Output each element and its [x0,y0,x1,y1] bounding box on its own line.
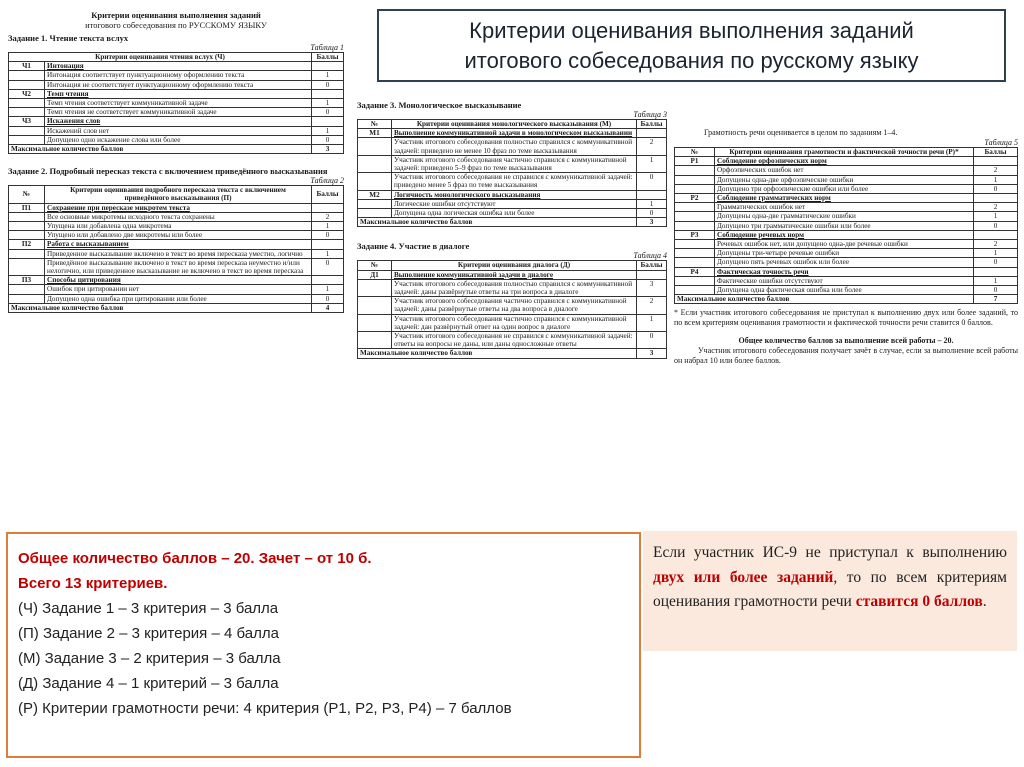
criterion-points: 0 [637,332,667,349]
criterion-code [9,135,45,144]
criterion-points: 1 [312,99,344,108]
task3-col-points: Баллы [637,120,667,129]
criterion-points: 2 [974,166,1018,175]
criterion-row [675,258,1018,267]
criterion-points: 0 [312,231,344,240]
criterion-points [312,117,344,126]
task1-title: Задание 1. Чтение текста вслух [8,33,129,43]
criterion-text: Допущены одна-две грамматические ошибки [715,212,974,221]
criterion-text: Упущена или добавлена одна микротема [45,222,312,231]
criterion-text: Участник итогового собеседования полностью справился с коммуникативной задачей: даны развёрнутые ответы на три вопроса в диалоге [392,279,637,296]
task4-col-points: Баллы [637,261,667,270]
criterion-row [9,80,344,89]
criterion-row [675,175,1018,184]
criterion-code [675,175,715,184]
criterion-row [675,249,1018,258]
criterion-code [9,294,45,303]
task2-col-num: № [9,186,45,203]
criterion-points: 2 [637,297,667,314]
criterion-code: М1 [358,129,392,138]
criterion-code [675,221,715,230]
criterion-text: Выполнение коммуникативной задачи в монологическом высказывании [392,129,637,138]
criterion-code [675,212,715,221]
criterion-text: Допущено три грамматические ошибки или более [715,221,974,230]
criterion-row [9,135,344,144]
criterion-points: 0 [974,258,1018,267]
criterion-points: 1 [637,199,667,208]
criterion-text: Все основные микротемы исходного текста сохранены [45,212,312,221]
criterion-points: 0 [312,80,344,89]
task1-col-criteria: Критерии оценивания чтения вслух (Ч) [9,53,312,62]
criterion-row [675,184,1018,193]
criterion-text: Участник итогового собеседования не справился с коммуникативной задачей: приведено менее 5 фраз по теме высказывания [392,173,637,190]
criterion-points [312,276,344,285]
literacy-col-points: Баллы [974,148,1018,157]
criterion-points: 1 [312,126,344,135]
criterion-points [312,89,344,98]
task3-table [357,119,667,227]
criterion-points [312,240,344,249]
criterion-row [9,99,344,108]
criterion-group-row [9,203,344,212]
criterion-points: 0 [974,184,1018,193]
criterion-code [358,155,392,172]
criterion-group-row [9,62,344,71]
criterion-points [637,190,667,199]
criterion-text: Допущено пять речевых ошибок или более [715,258,974,267]
criterion-text: Соблюдение орфоэпических норм [715,157,974,166]
criterion-row [9,258,344,275]
task4-rows [358,270,667,349]
criterion-code: Ч1 [9,62,45,71]
criterion-code [675,258,715,267]
criterion-text: Интонация не соответствует пунктуационному оформлению текста [45,80,312,89]
criterion-points [974,230,1018,239]
criterion-text: Орфоэпических ошибок нет [715,166,974,175]
task3-col-criteria: Критерии оценивания монологического высказывания (М) [392,120,637,129]
criterion-text: Участник итогового собеседования частично справился с коммуникативной задачей: дан развёрнутый ответ на один вопрос в диалоге [392,314,637,331]
criterion-points: 1 [974,276,1018,285]
task3-table-label: Таблица 3 [633,110,667,119]
criterion-row [675,240,1018,249]
criterion-points: 2 [637,138,667,155]
task1-table-label: Таблица 1 [310,43,344,52]
task3-total-value: 3 [637,218,667,227]
criterion-points [637,129,667,138]
task2-col-points: Баллы [312,186,344,203]
criterion-row [675,276,1018,285]
criterion-group-row [358,190,667,199]
criterion-code [358,314,392,331]
criterion-points: 1 [312,249,344,258]
criterion-text: Участник итогового собеседования частично справился с коммуникативной задачей: приведено 5–9 фраз по теме высказывания [392,155,637,172]
summary-task1: (Ч) Задание 1 – 3 критерия – 3 балла [18,600,279,617]
criterion-points: 1 [637,155,667,172]
criterion-code: М2 [358,190,392,199]
criterion-text: Искажения слов [45,117,312,126]
criterion-points [312,203,344,212]
criterion-text: Логические ошибки отсутствуют [392,199,637,208]
overall-score-text: Участник итогового собеседования получает зачёт в случае, если за выполнение всей работы он набрал 10 или более баллов. [674,346,1018,366]
task1-total-value: 3 [312,145,344,154]
criterion-code: Р3 [675,230,715,239]
note-box [643,531,1017,651]
criterion-row [358,297,667,314]
criterion-row [9,231,344,240]
task3-col-num: № [358,120,392,129]
note-highlight-tasks: двух или более заданий [653,568,834,586]
criterion-points: 0 [312,258,344,275]
literacy-col-criteria: Критерии оценивания грамотности и фактической точности речи (Р)* [715,148,974,157]
note-text-1: Если участник ИС-9 не приступал к выполнению [653,544,1007,561]
literacy-footnote: * Если участник итогового собеседования не приступал к выполнению двух или более заданий, то по всем критериям оценивания грамотности и фактической точности речи ставится 0 баллов. [674,308,1018,328]
task1-col-points: Баллы [312,53,344,62]
summary-literacy: (Р) Критерии грамотности речи: 4 критерия (Р1, Р2, Р3, Р4) – 7 баллов [18,700,512,717]
criterion-text: Допущены три-четыре речевые ошибки [715,249,974,258]
criterion-code [9,99,45,108]
criterion-text: Допущено одна ошибка при цитировании или более [45,294,312,303]
literacy-table [674,147,1018,304]
criterion-points [312,62,344,71]
criterion-group-row [675,194,1018,203]
criterion-code: Д1 [358,270,392,279]
criterion-points: 1 [312,71,344,80]
criterion-row [9,212,344,221]
criterion-code [9,126,45,135]
overall-score-title: Общее количество баллов за выполнение всей работы – 20. [738,336,954,346]
criterion-text: Приведенное высказывание включено в текст во время пересказа уместно, логично [45,249,312,258]
criterion-code: П2 [9,240,45,249]
task2-rows [9,203,344,303]
criterion-text: Логичность монологического высказывания [392,190,637,199]
criterion-text: Упущено или добавлено две микротемы или более [45,231,312,240]
criterion-row [9,108,344,117]
criterion-points: 2 [974,240,1018,249]
criterion-text: Соблюдение грамматических норм [715,194,974,203]
criterion-text: Темп чтения соответствует коммуникативной задаче [45,99,312,108]
task2-table-label: Таблица 2 [310,176,344,186]
doc-heading-line-1: Критерии оценивания выполнения заданий [91,10,261,20]
task4-total-value: 3 [637,349,667,358]
task4-col-num: № [358,261,392,270]
criterion-points: 0 [974,221,1018,230]
criterion-code [675,240,715,249]
criterion-text: Фактические ошибки отсутствуют [715,276,974,285]
criterion-code [358,279,392,296]
criterion-points: 1 [637,314,667,331]
criterion-points: 1 [312,222,344,231]
criterion-text: Интонация соответствует пунктуационному оформлению текста [45,71,312,80]
criterion-points [974,267,1018,276]
literacy-total-label: Максимальное количество баллов [675,295,974,304]
scan-tasks-1-2 [8,10,344,480]
task4-table [357,260,667,358]
slide-title [377,9,1006,82]
criterion-group-row [675,157,1018,166]
criterion-code: Р1 [675,157,715,166]
literacy-rows [675,157,1018,295]
criterion-code [9,222,45,231]
criterion-points: 1 [974,175,1018,184]
criterion-code: Ч3 [9,117,45,126]
criterion-group-row [9,276,344,285]
criterion-group-row [358,270,667,279]
criterion-text: Допущено три орфоэпические ошибки или более [715,184,974,193]
criterion-code [675,203,715,212]
criterion-points: 0 [637,209,667,218]
literacy-intro: Грамотность речи оценивается в целом по заданиям 1–4. [704,128,898,137]
criterion-points [974,157,1018,166]
criterion-points: 2 [974,203,1018,212]
criterion-code [358,209,392,218]
scan-tasks-3-4 [357,100,667,520]
criterion-points: 1 [974,249,1018,258]
criterion-text: Сохранение при пересказе микротем текста [45,203,312,212]
criterion-row [358,314,667,331]
task3-title: Задание 3. Монологическое высказывание [357,100,522,110]
criterion-code: Р2 [675,194,715,203]
criterion-text: Приведённое высказывание включено в текст во время пересказа неуместно и/или нелогично, или приведенное высказывание не включено в текст во время пересказа [45,258,312,275]
criterion-points: 0 [974,286,1018,295]
criterion-code [9,249,45,258]
criterion-group-row [9,240,344,249]
criterion-points: 1 [974,212,1018,221]
criterion-code [358,297,392,314]
criterion-text: Интонация [45,62,312,71]
criterion-row [9,285,344,294]
criterion-group-row [675,230,1018,239]
criterion-code [358,138,392,155]
task2-total-label: Максимальное количество баллов [9,303,312,312]
criterion-row [675,212,1018,221]
criterion-row [358,155,667,172]
criterion-code [9,285,45,294]
criterion-group-row [9,89,344,98]
task1-rows [9,62,344,145]
literacy-total-value: 7 [974,295,1018,304]
criterion-code [9,71,45,80]
summary-task3: (М) Задание 3 – 2 критерия – 3 балла [18,650,281,667]
criterion-points: 3 [637,279,667,296]
note-text-2: , то по всем критериям оценивания грамотности речи [653,568,1007,610]
criterion-group-row [9,117,344,126]
task1-total-label: Максимальное количество баллов [9,145,312,154]
criterion-code: Ч2 [9,89,45,98]
criterion-row [358,279,667,296]
task2-total-value: 4 [312,303,344,312]
criterion-code: Р4 [675,267,715,276]
criterion-points: 1 [312,285,344,294]
criterion-text: Ошибок при цитировании нет [45,285,312,294]
criterion-text: Допущена одна логическая ошибка или более [392,209,637,218]
criterion-code [675,249,715,258]
criterion-text: Допущено одно искажение слова или более [45,135,312,144]
task4-total-label: Максимальное количество баллов [358,349,637,358]
literacy-col-num: № [675,148,715,157]
criterion-code [358,199,392,208]
criterion-row [358,138,667,155]
summary-task2: (П) Задание 2 – 3 критерия – 4 балла [18,625,279,642]
literacy-table-label: Таблица 5 [984,138,1018,147]
criterion-points: 0 [312,108,344,117]
doc-heading-line-2: итогового собеседования по РУССКОМУ ЯЗЫКУ [85,20,267,30]
criterion-text: Фактическая точность речи [715,267,974,276]
criterion-row [358,173,667,190]
criterion-code: П1 [9,203,45,212]
criterion-points [637,270,667,279]
criterion-text: Грамматических ошибок нет [715,203,974,212]
criterion-code [675,166,715,175]
criterion-text: Участник итогового собеседования частично справился с коммуникативной задачей: даны развёрнутые ответы на два вопроса в диалоге [392,297,637,314]
criterion-text: Темп чтения не соответствует коммуникативной задаче [45,108,312,117]
criterion-code: П3 [9,276,45,285]
criterion-group-row [358,129,667,138]
task1-table [8,52,344,154]
criterion-text: Искажений слов нет [45,126,312,135]
criterion-code [358,173,392,190]
criterion-code [9,80,45,89]
criterion-row [9,126,344,135]
criterion-text: Работа с высказыванием [45,240,312,249]
criterion-code [9,108,45,117]
criterion-text: Речевых ошибок нет, или допущено одна-две речевые ошибки [715,240,974,249]
criterion-points: 0 [312,135,344,144]
criterion-row [9,249,344,258]
criterion-text: Допущены одна-две орфоэпические ошибки [715,175,974,184]
task4-col-criteria: Критерии оценивания диалога (Д) [392,261,637,270]
criterion-code [675,276,715,285]
task4-title: Задание 4. Участие в диалоге [357,241,470,252]
summary-task4: (Д) Задание 4 – 1 критерий – 3 балла [18,675,279,692]
task4-table-label: Таблица 4 [633,251,667,261]
task2-col-criteria: Критерии оценивания подробного пересказа текста с включением приведённого высказывания (П) [45,186,312,203]
criterion-points: 2 [312,212,344,221]
criterion-row [358,199,667,208]
criterion-code [9,231,45,240]
task2-title: Задание 2. Подробный пересказ текста с включением приведённого высказывания [8,166,328,177]
criterion-code [9,212,45,221]
criterion-row [9,71,344,80]
slide-title-line-2: итогового собеседования по русскому языку [464,47,919,73]
criterion-code [9,258,45,275]
criterion-text: Способы цитирования [45,276,312,285]
criterion-row [675,221,1018,230]
criterion-text: Допущена одна фактическая ошибка или более [715,286,974,295]
criterion-code [675,184,715,193]
task3-rows [358,129,667,218]
criterion-points [974,194,1018,203]
criterion-row [9,222,344,231]
slide-title-line-1: Критерии оценивания выполнения заданий [469,17,914,43]
criterion-text: Выполнение коммуникативной задачи в диалоге [392,270,637,279]
note-highlight-zero: ставится 0 баллов [855,593,983,610]
summary-criteria-count: Всего 13 критериев. [18,575,168,592]
scan-literacy-criteria [674,128,1018,528]
task3-total-label: Максимальное количество баллов [358,218,637,227]
criterion-points: 0 [312,294,344,303]
criterion-row [675,286,1018,295]
criterion-row [675,203,1018,212]
criterion-code [675,286,715,295]
task2-table [8,185,344,313]
criterion-code [358,332,392,349]
criterion-text: Участник итогового собеседования не справился с коммуникативной задачей: ответы на вопросы не даны, или даны односложные ответы [392,332,637,349]
criterion-text: Участник итогового собеседования полностью справился с коммуникативной задачей: приведено не менее 10 фраз по теме высказывания [392,138,637,155]
criterion-points: 0 [637,173,667,190]
criterion-row [358,332,667,349]
criterion-row [9,294,344,303]
criterion-text: Темп чтения [45,89,312,98]
summary-box [6,532,641,758]
criterion-group-row [675,267,1018,276]
criterion-row [358,209,667,218]
note-text-3: . [982,593,987,610]
criterion-row [675,166,1018,175]
summary-total-line: Общее количество баллов – 20. Зачет – от 10 б. [18,550,372,567]
criterion-text: Соблюдение речевых норм [715,230,974,239]
